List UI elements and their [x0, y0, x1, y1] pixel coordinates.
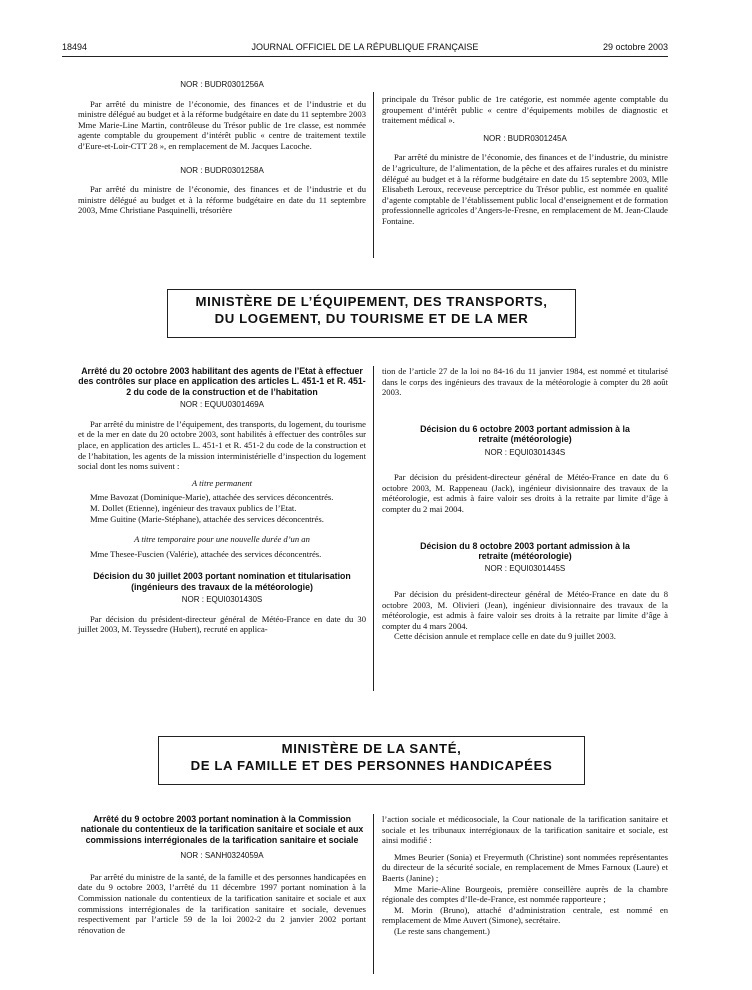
paragraph: tion de l’article 27 de la loi no 84-16 du 11 janvier 1984, est nommé et titularisé dans le corps des ingénieurs des travaux de la météorologie à compter du 28 août 2003.: [382, 366, 668, 398]
list-item: M. Dollet (Etienne), ingénieur des travaux publics de l’Etat.: [90, 502, 297, 513]
column-divider: [373, 814, 374, 974]
paragraph: Par arrêté du ministre de l’économie, des finances et de l’industrie et du ministre délégué au budget et à la réforme budgétaire en date du 11 septembre 2003 Mme Marie-Line Martin, contrôleuse du Trésor public de 1re classe, est nommée agente comptable du groupement d’intérêt public « centre de traitement textile d’Eure-et-Loir-CTT 28 », en remplacement de M. Jacques Lacoche.: [78, 98, 366, 151]
ministry-line: MINISTÈRE DE L’ÉQUIPEMENT, DES TRANSPORTS,: [195, 294, 548, 309]
paragraph: Par décision du président-directeur général de Météo-France en date du 8 octobre 2003, M. Olivieri (Jean), ingénieur divisionnaire des travaux de la météorologie, est admis à faire valoir ses droits à la retraite par limite d’âge à compter du 4 mars 2004.: [382, 588, 668, 631]
decree-title: Décision du 6 octobre 2003 portant admission à la retraite (météorologie): [420, 423, 630, 445]
list-item: Mme Guitine (Marie-Stéphane), attachée des services déconcentrés.: [90, 513, 324, 524]
decree-title: Décision du 8 octobre 2003 portant admission à la retraite (météorologie): [420, 540, 630, 561]
paragraph: M. Morin (Bruno), attaché d’administration centrale, est nommé en remplacement de Mme Auvert (Simone), secrétaire.: [382, 904, 668, 926]
nor-reference: NOR : EQUI0301434S: [484, 447, 566, 457]
nor-reference: NOR : EQUU0301469A: [179, 400, 265, 410]
nor-reference: NOR : BUDR0301245A: [483, 133, 567, 143]
column-divider: [373, 366, 374, 691]
list-item: Mme Thesee-Fuscien (Valérie), attachée des services déconcentrés.: [90, 548, 322, 559]
column-divider: [373, 92, 374, 258]
paragraph: Par arrêté du ministre de la santé, de la famille et des personnes handicapées en date du 9 octobre 2003, l’arrêté du 11 décembre 1997 portant nomination à la Commission nationale du contentieux de la tarification sanitaire et sociale et aux commissions interrégionales de la tarification sanitaire et sociale, devenues respectivement par l’article 59 de la loi 2002-2 du 2 janvier 2002 portant rénovation de: [78, 871, 366, 935]
top-left-column: [78, 80, 366, 216]
mid-right-column: [382, 366, 668, 642]
bottom-left-column: [78, 814, 366, 935]
section-heading: A titre temporaire pour une nouvelle durée d’un an: [134, 534, 310, 545]
mid-left-column: [78, 366, 366, 635]
journal-title: JOURNAL OFFICIEL DE LA RÉPUBLIQUE FRANÇAISE: [251, 42, 479, 52]
paragraph: Par arrêté du ministre de l’équipement, des transports, du logement, du tourisme et de la mer en date du 20 octobre 2003, sont habilités à effectuer des contrôles sur place, en application des articles L. 451-1 et R. 451-2 du code de la construction et de l’habitation, les agents de la mission interministérielle d’inspection du logement social dont les noms suivent :: [78, 418, 366, 472]
paragraph: Mmes Beurier (Sonia) et Freyermuth (Christine) sont nommées représentantes du directeur de la sécurité sociale, en remplacement de Mmes Farnoux (Laure) et Baerts (Janine) ;: [382, 851, 668, 883]
decree-title: Décision du 30 juillet 2003 portant nomination et titularisation (ingénieurs des travaux de la météorologie): [93, 571, 351, 592]
paragraph: l’action sociale et médicosociale, la Cour nationale de la tarification sanitaire et sociale et les tribunaux interrégionaux de la tarification sanitaire et sociale, est ainsi modifié :: [382, 814, 668, 846]
bottom-right-column: [382, 814, 668, 937]
ministry-line: DU LOGEMENT, DU TOURISME ET DE LA MER: [214, 311, 529, 326]
paragraph: Par décision du président-directeur général de Météo-France en date du 6 octobre 2003, M. Rappeneau (Jack), ingénieur divisionnaire des travaux de la météorologie, est admis à faire valoir ses droits à la retraite par limite d’âge à compter du 2 mai 2004.: [382, 472, 668, 514]
paragraph: Par décision du président-directeur général de Météo-France en date du 30 juillet 2003, M. Teyssedre (Hubert), recruté en applica-: [78, 613, 366, 635]
paragraph: Cette décision annule et remplace celle en date du 9 juillet 2003.: [394, 631, 616, 642]
list-item: Mme Bavozat (Dominique-Marie), attachée des services déconcentrés.: [90, 492, 334, 503]
nor-reference: NOR : EQUI0301430S: [181, 595, 263, 605]
paragraph: principale du Trésor public de 1re catégorie, est nommée agente comptable du groupement d’intérêt public « centre d’équipements mobiles de diagnostic et traitement médical ».: [382, 94, 668, 126]
header-rule: [62, 56, 668, 57]
ministry-line: MINISTÈRE DE LA SANTÉ,: [281, 741, 462, 756]
paragraph: Par arrêté du ministre de l’économie, des finances et de l’industrie et du ministre délégué au budget et à la réforme budgétaire en date du 11 septembre 2003, Mme Christiane Pasquinelli, trésorière: [78, 184, 366, 216]
ministry-line: DE LA FAMILLE ET DES PERSONNES HANDICAPÉES: [190, 758, 553, 773]
nor-reference: NOR : SANH0324059A: [180, 851, 264, 861]
ministry-banner: [158, 736, 585, 785]
top-right-column: [382, 94, 668, 227]
page-header: [62, 42, 668, 56]
decree-title: Arrêté du 9 octobre 2003 portant nomination à la Commission nationale du contentieux de la tarification sanitaire et sociale et aux commissions interrégionales de la tarification sanitaire et sociale: [80, 814, 364, 845]
page-number: 18494: [62, 42, 88, 52]
issue-date: 29 octobre 2003: [602, 42, 668, 52]
ministry-banner: [167, 289, 576, 338]
nor-reference: NOR : BUDR0301256A: [180, 80, 264, 89]
paragraph: Mme Marie-Aline Bourgeois, première conseillère auprès de la chambre régionale des comptes d’Ile-de-France, est nommée rapporteure ;: [382, 883, 668, 905]
section-heading: A titre permanent: [191, 477, 253, 488]
nor-reference: NOR : BUDR0301258A: [180, 165, 264, 175]
paragraph: Par arrêté du ministre de l’économie, des finances et de l’industrie, du ministre de l’agriculture, de l’alimentation, de la pêche et des affaires rurales et du ministre délégué au budget et à la réforme budgétaire en date du 15 septembre 2003, Mlle Elisabeth Leroux, receveuse perceptrice du Trésor public, est nommée en qualité d’agente comptable de l’établissement public local d’enseignement et de formation professionnelle agricoles d’Angers-le-Fresne, en remplacement de M. Jean-Claude Fontaine.: [382, 152, 668, 226]
paragraph: (Le reste sans changement.): [394, 925, 490, 936]
decree-title: Arrêté du 20 octobre 2003 habilitant des agents de l’Etat à effectuer des contrôles sur place en application des articles L. 451-1 et R. 451-2 du code de la construction et de l’habitation: [78, 366, 366, 397]
nor-reference: NOR : EQUI0301445S: [484, 564, 566, 574]
